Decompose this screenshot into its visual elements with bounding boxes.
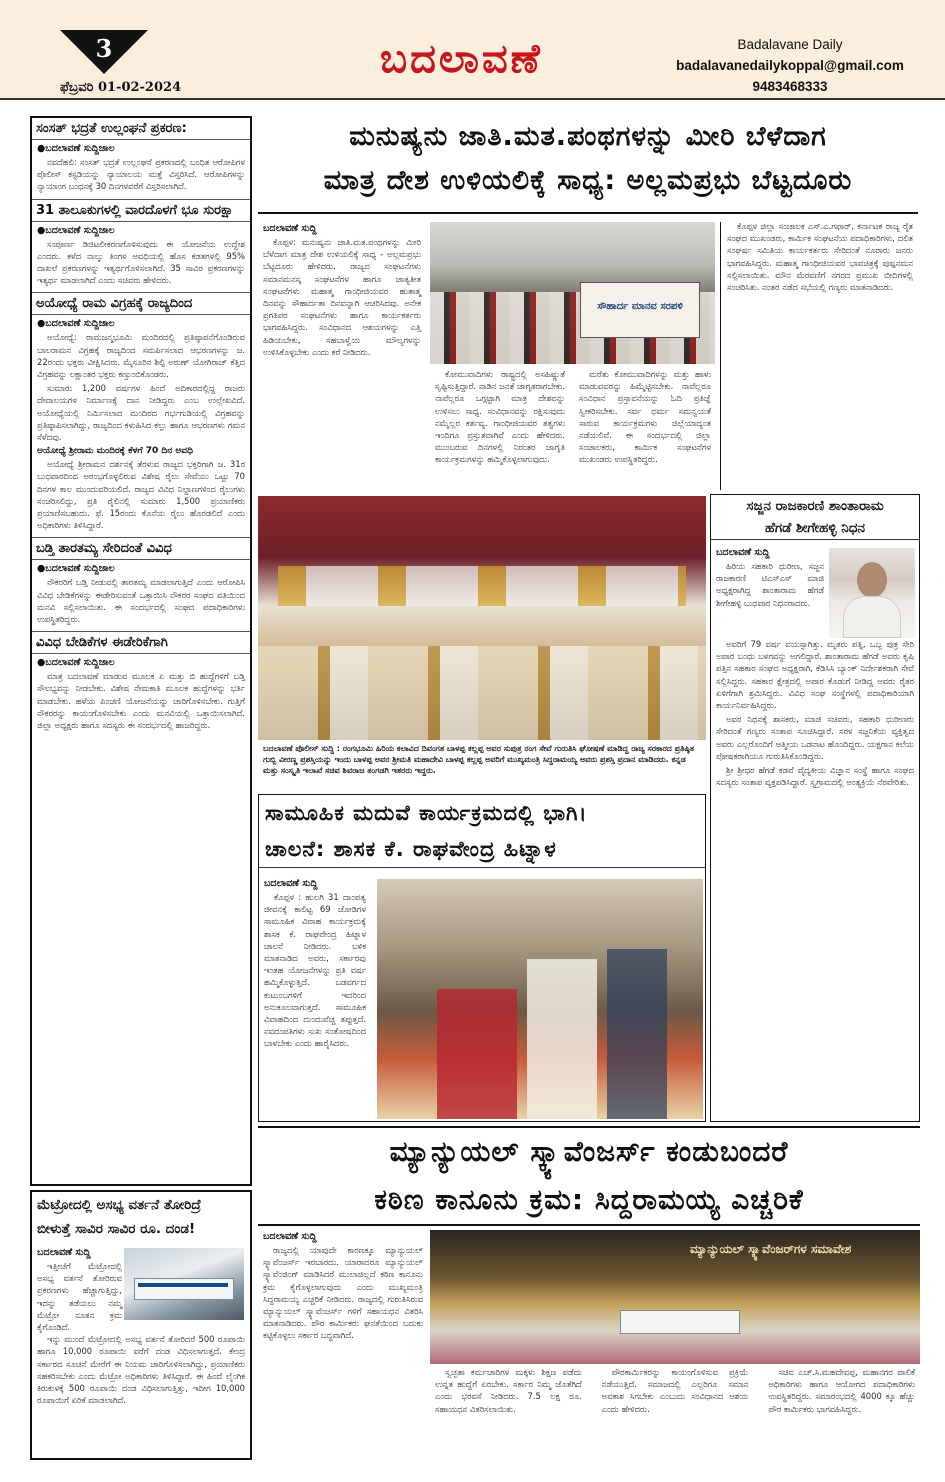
lead-col-3 [574,368,716,490]
wedding-headline-2: ಚಾಲನೆ: ಶಾಸಕ ಕೆ. ರಾಘವೇಂದ್ರ ಹಿಟ್ನಾಳ [259,831,705,868]
wedding-story [258,794,706,1122]
lead-headline-1: ಮನುಷ್ಯನು ಜಾತಿ.ಮತ.ಪಂಥಗಳನ್ನು ಮೀರಿ ಬೆಳೆದಾಗ [349,121,827,152]
contact-block [660,34,920,97]
metro-story [30,1190,252,1460]
story3-dateline: ●ಬದಲಾವಣೆ ಸುದ್ದಿಜಾಲ [37,318,115,330]
lead-col1-text: ಕೊಪ್ಪಳ: ಮನುಷ್ಯನು ಜಾತಿ.ಮತ.ಪಂಥಗಳನ್ನು ಮೀರಿ ಬೆಳೆದಾಗ ಮಾತ್ರ ದೇಶ ಉಳಿಯಲಿಕ್ಕೆ ಸಾಧ್ಯ - ಅಲ್ಲಮಪ್ರಭು ಬೆಟ್ಟದೂರು ಹೇಳಿದರು. ರಾಜ್ಯದ ಸಂಘಟನೆಗಳು ಸಮಾನಮನಸ್ಕ ಸಂಘಟನೆಗಳ ಹಾಗೂ ಜಾತ್ಯತೀತ ಸಂಘಟನೆಗಳು ಮಹಾತ್ಮ ಗಾಂಧೀಜಿಯವರ ಹುತಾತ್ಮ ದಿನವನ್ನು ಸೌಹಾರ್ದತಾ ದಿನವನ್ನಾಗಿ ಆಚರಿಸಿದವು. ಅನೇಕ ಪ್ರಗತಿಪರ ಸಂಘಟನೆಗಳು ಹಾಗೂ ಕಾರ್ಯಕರ್ತರು ಭಾಗವಹಿಸಿದ್ದರು. ಸಂವಿಧಾನದ ಆಶಯಗಳನ್ನು ಎತ್ತಿ ಹಿಡಿಯಬೇಕು, ಸಹಬಾಳ್ವೆಯ ಮೌಲ್ಯಗಳನ್ನು ಉಳಿಸಿಕೊಳ್ಳಬೇಕು ಎಂದು ಕರೆ ನೀಡಿದರು. [263,237,421,357]
scavenger-photo [430,1230,920,1364]
metro-body-1: ಇತ್ತೀಚೆಗೆ ಮೆಟ್ರೋದಲ್ಲಿ ಅಸಭ್ಯ ವರ್ತನೆ ತೋರಿರುವ ಪ್ರಕರಣಗಳು ಹೆಚ್ಚಾಗುತ್ತಿದ್ದು, ಇದನ್ನು ತಡೆಯಲು ನಮ್ಮ ಮೆಟ್ರೋ ನೂತನ ಕ್ರಮ ಕೈಗೊಂಡಿದೆ. [37,1261,122,1333]
story2-body: ಸಂಪೂರ್ಣ ಡಿಜಿಟಲೀಕರಣಗೊಳಿಸುವುದು ಈ ಯೋಜನೆಯ ಉದ್ದೇಶ ಎಂದರು. ಕಳೆದ ನಾಲ್ಕು ತಿಂಗಳ ಅವಧಿಯಲ್ಲಿ ಹೊಸ ಕಡತಗಳಲ್ಲಿ 95% ದಾಖಲೆ ಪ್ರಕರಣಗಳನ್ನು ಇತ್ಯರ್ಥಗೊಳಿಸಲಾಗಿದೆ. 35 ಸಾವಿರ ಪ್ರಕರಣಗಳನ್ನು ಇತ್ಯರ್ಥ ಮಾಡಲಾಗಿದೆ ಎಂದು ಸಚಿವರು ಹೇಳಿದರು. [37,238,245,286]
protest-photo [430,222,715,364]
story3-body3: ಅಯೋಧ್ಯೆ ಶ್ರೀರಾಮನ ದರ್ಶನಕ್ಕೆ ತೆರಳುವ ರಾಜ್ಯದ ಭಕ್ತರಿಗಾಗಿ ಜ. 31ರ ಬುಧವಾರದಿಂದ ಅರಂಭಗೊಳ್ಳಲಿರುವ ವಿಶೇಷ ರೈಲು ಸೇವೆಯು ಒಟ್ಟು 70 ದಿನಗಳ ಕಾಲ ಮುಂದುವರಿಯಲಿದೆ. ರಾಜ್ಯದ ವಿವಿಧ ನಿಲ್ದಾಣಗಳಿಂದ ರೈಲುಗಳು ಸಂಚರಿಸಲಿದ್ದು, ಪ್ರತಿ ರೈಲಿನಲ್ಲಿ ಸುಮಾರು 1,500 ಪ್ರಯಾಣಿಕರು ಪ್ರಯಾಣಿಸಬಹುದು. ಫೆ. 15ರಂದು ಕೊನೆಯ ರೈಲು ಹೊರಡಲಿದೆ ಎಂದು ಅಧಿಕಾರಿಗಳು ತಿಳಿಸಿದ್ದಾರೆ. [37,459,245,531]
story5-dateline: ●ಬದಲಾವಣೆ ಸುದ್ದಿಜಾಲ [37,657,115,669]
lead-dateline: ಬದಲಾವಣೆ ಸುದ್ದಿ [263,223,317,234]
story2-dateline: ●ಬದಲಾವಣೆ ಸುದ್ದಿಜಾಲ [37,224,115,236]
award-caption: ಬದಲಾವಣೆ ಪೊಲೀಸ್ ಸುದ್ದಿ : ರಂಗಭೂಮಿ ಹಿರಿಯ ಕಲಾವಿದ ದಿವಂಗತ ಬಾಳಪ್ಪ ಕಲ್ಲಪ್ಪ ಅವರ ಸುಪುತ್ರ ರಂಗ ಸೇವೆ ಗುರುತಿಸಿ ಘೋಷಣೆ ಮಾಡಿದ್ದ ರಾಜ್ಯ ಸರಕಾರದ ಪ್ರತಿಷ್ಠಿತ ಗುಬ್ಬಿ ವೀರಣ್ಣ ಪ್ರಶಸ್ತಿಯನ್ನು ಇಂದು ಬಾಳಪ್ಪ ಅವರ ಶ್ರೀಮತಿ ಮಹಾದೇವಿ ಬಾಳಪ್ಪ ಕಲ್ಲಪ್ಪ ಅವರಿಗೆ ಮುಖ್ಯಮಂತ್ರಿ ಸಿದ್ದರಾಮಯ್ಯ ಅವರು ಪ್ರಶಸ್ತಿ ಪ್ರದಾನ ಮಾಡಿದರು. ಕನ್ನಡ ಮತ್ತು ಸಂಸ್ಕೃತಿ ಇಲಾಖೆ ಸಚಿವ ಶಿವರಾಜ ತಂಗಡಗಿ ಇತರರು ಇದ್ದರು. [258,740,706,790]
left-column [30,116,252,1186]
story5-body: ಮಾತ್ರ ಬದಲಾವಣೆ ಮಾಡುವ ಮೂಲಕ ಏ ಮತ್ತು ಬಿ ಹುದ್ದೆಗಳಿಗೆ ಬಡ್ತಿ ಸೌಲಭ್ಯವನ್ನು ನೀಡಬೇಕು. ವಿಶೇಷ ನೇಮಕಾತಿ ಮೂಲಕ ಹುದ್ದೆಗಳನ್ನು ಭರ್ತಿ ಮಾಡಬೇಕು. ಹಳೆಯ ಪಿಂಚಣಿ ಯೋಜನೆಯನ್ನು ಜಾರಿಗೊಳಿಸಬೇಕು. ಗುತ್ತಿಗೆ ನೌಕರರನ್ನು ಕಾಯಂಗೊಳಿಸಬೇಕು ಎಂದು ಮನವಿಯಲ್ಲಿ ಒತ್ತಾಯಿಸಲಾಗಿದೆ. ಜಿಲ್ಲಾ ಅಧ್ಯಕ್ಷರು ಹಾಗೂ ಸದಸ್ಯರು ಈ ಸಂದರ್ಭದಲ್ಲಿ ಹಾಜರಿದ್ದರು. [37,671,245,731]
metro-headline-1: ಮೆಟ್ರೋದಲ್ಲಿ ಅಸಭ್ಯ ವರ್ತನೆ ತೋರಿದ್ರೆ [37,1197,202,1213]
scavenger-headline-2: ಕಠಿಣ ಕಾನೂನು ಕ್ರಮ: ಸಿದ್ದರಾಮಯ್ಯ ಎಚ್ಚರಿಕೆ [374,1183,804,1216]
page-number: 3 [95,34,113,63]
wedding-headline-1: ಸಾಮೂಹಿಕ ಮದುವೆ ಕಾರ್ಯಕ್ರಮದಲ್ಲಿ ಭಾಗಿ। [265,801,588,825]
obit-dateline: ಬದಲಾವಣೆ ಸುದ್ದಿ [716,547,770,558]
scavenger-bottom-3: ಸಚಿವ ಎಚ್.ಸಿ.ಮಹದೇವಪ್ಪ, ಮಹಾನಗರ ಪಾಲಿಕೆ ಅಧಿಕಾರಿಗಳು ಹಾಗೂ ಆಯೋಗದ ಪದಾಧಿಕಾರಿಗಳು ಉಪಸ್ಥಿತರಿದ್ದರು. ಸಮಾರಂಭದಲ್ಲಿ 4000 ಕ್ಕೂ ಹೆಚ್ಚು ಪೌರ ಕಾರ್ಮಿಕರು ಭಾಗವಹಿಸಿದ್ದರು. [768,1367,916,1414]
metro-photo [124,1248,244,1320]
metro-dateline: ಬದಲಾವಣೆ ಸುದ್ದಿ [37,1247,91,1258]
scavenger-dateline: ಬದಲಾವಣೆ ಸುದ್ದಿ [263,1231,317,1242]
scavenger-col-left [258,1228,428,1454]
award-photo [258,496,706,740]
story1-dateline: ●ಬದಲಾವಣೆ ಸುದ್ದಿಜಾಲ [37,143,115,154]
obit-headline-1: ಸಜ್ಜನ ರಾಜಕಾರಣಿ ಶಾಂತಾರಾಮ [746,498,884,514]
obit-body-1: ಅವರಿಗೆ 79 ವರ್ಷ ವಯಸ್ಸಾಗಿತ್ತು. ಮೃತರು ಪತ್ನಿ, ಒಬ್ಬ ಪುತ್ರ ಸೇರಿ ಅಪಾರ ಬಂಧು ಬಳಗವನ್ನು ಅಗಲಿದ್ದಾರೆ. ಶಾಂತಾರಾಮ ಹೆಗಡೆ ಅವರು ಕೃಷಿ ಪತ್ತಿನ ಸಹಕಾರ ಸಂಘದ ಅಧ್ಯಕ್ಷರಾಗಿ, ಕೆಡಿಸಿಸಿ ಬ್ಯಾಂಕ್ ನಿರ್ದೇಶಕರಾಗಿ ಸೇವೆ ಸಲ್ಲಿಸಿದ್ದರು. ಸಹಕಾರ ಕ್ಷೇತ್ರದಲ್ಲಿ ಅಪಾರ ಕೊಡುಗೆ ನೀಡಿದ್ದ ಅವರು ರೈತರ ಏಳಿಗೆಗಾಗಿ ಶ್ರಮಿಸಿದ್ದರು. ವಿವಿಧ ಸಂಘ ಸಂಸ್ಥೆಗಳಲ್ಲಿ ಪದಾಧಿಕಾರಿಯಾಗಿ ಕಾರ್ಯನಿರ್ವಹಿಸಿದ್ದರು. [716,639,914,711]
scavenger-body-left: ರಾಜ್ಯದಲ್ಲಿ ಯಾವುದೇ ಕಾರಣಕ್ಕೂ ಮ್ಯಾನ್ಯುಯಲ್ ಸ್ಕ್ಯಾವೆಂಜರ್ಸ್ ಇರಬಾರದು. ಯಾರಾದರೂ ಮ್ಯಾನ್ಯುಯಲ್ ಸ್ಕ್ಯಾವೆಂಜಿಂಗ್ ಮಾಡಿಸಿದರೆ ಮುಲಾಜಿಲ್ಲದೆ ಕಠಿಣ ಕಾನೂನು ಕ್ರಮ ಕೈಗೊಳ್ಳಲಾಗುವುದು ಎಂದು ಮುಖ್ಯಮಂತ್ರಿ ಸಿದ್ದರಾಮಯ್ಯ ಎಚ್ಚರಿಕೆ ನೀಡಿದರು. ರಾಜ್ಯದಲ್ಲಿ ಗುರುತಿಸಿರುವ ಮ್ಯಾನ್ಯುಯಲ್ ಸ್ಕ್ಯಾವೆಂಜರ್ಸ್ ಗಳಿಗೆ ಸಹಾಯಧನ ವಿತರಿಸಿ ಮಾತನಾಡಿದರು. ಪೌರ ಕಾರ್ಮಿಕರು ಘನತೆಯಿಂದ ಬದುಕು ಕಟ್ಟಿಕೊಳ್ಳಲು ಸರ್ಕಾರ ಬದ್ಧವಾಗಿದೆ. [263,1245,423,1341]
story4-dateline: ●ಬದಲಾವಣೆ ಸುದ್ದಿಜಾಲ [37,563,115,575]
lead-col-4 [722,220,918,490]
email: badalavanedailykoppal@gmail.com [676,58,904,73]
obit-body-3: ಶ್ರೀ ಶ್ರೀಧರ ಹೆಗಡೆ ಕಡವೆ ವೈದ್ಯಕೀಯ ವಿಜ್ಞಾನ ಸಂಸ್ಥೆ ಹಾಗೂ ಸಂಘದ ಸದಸ್ಯರು ಸಂತಾಪ ವ್ಯಕ್ತಪಡಿಸಿದ್ದಾರೆ. ಸ್ವಗ್ರಾಮದಲ್ಲಿ ಅಂತ್ಯಕ್ರಿಯೆ ನೆರವೇರಿತು. [716,765,914,788]
story3-subhead: ಅಯೋಧ್ಯೆ ಶ್ರೀರಾಮ ಮಂದಿರಕ್ಕೆ ಕೆಳಗೆ 70 ದಿನ ಅವಧಿ [37,446,193,457]
stage-banner: ಮ್ಯಾನ್ಯುಯಲ್ ಸ್ಕ್ಯಾವೆಂಜರ್‌ಗಳ ಸಮಾವೇಶ [690,1242,852,1256]
scavenger-headline-1: ಮ್ಯಾನ್ಯುಯಲ್ ಸ್ಕ್ಯಾವೆಂಜರ್ಸ್ ಕಂಡುಬಂದರೆ [389,1135,789,1168]
obit-body-2: ಅವರ ನಿಧನಕ್ಕೆ ಶಾಸಕರು, ಮಾಜಿ ಸಚಿವರು, ಸಹಕಾರಿ ಧುರೀಣರು ಸೇರಿದಂತೆ ಗಣ್ಯರು ಸಂತಾಪ ಸೂಚಿಸಿದ್ದಾರೆ. ಸರಳ ಸಜ್ಜನಿಕೆಯ ವ್ಯಕ್ತಿತ್ವದ ಅವರು ಎಲ್ಲರೊಂದಿಗೆ ಆತ್ಮೀಯ ಒಡನಾಟ ಹೊಂದಿದ್ದರು. ಯಕ್ಷಗಾನ ಕಲೆಯ ಪೋಷಕರಾಗಿಯೂ ಗುರುತಿಸಿಕೊಂಡಿದ್ದರು. [716,714,914,761]
story3-title: ಅಯೋಧ್ಯೆ ರಾಮ ವಿಗ್ರಹಕ್ಕೆ ರಾಜ್ಯದಿಂದ [32,292,250,315]
wedding-photo [377,879,703,1119]
masthead [0,0,945,100]
wedding-body: ಕೊಪ್ಪಳ : ಹುಲಗಿ 31 ದಾಂಪತ್ಯ ಜೀವನಕ್ಕೆ ಕಾಲಿಟ್ಟ 69 ಜೋಡಿಗಳ ಸಾಮೂಹಿಕ ವಿವಾಹ ಕಾರ್ಯಕ್ರಮಕ್ಕೆ ಶಾಸಕ ಕೆ. ರಾಘವೇಂದ್ರ ಹಿಟ್ನಾಳ ಚಾಲನೆ ನೀಡಿದರು. ಬಳಿಕ ಮಾತನಾಡಿದ ಅವರು, ಸರ್ಕಾರವು ಇಂತಹ ಯೋಜನೆಗಳನ್ನು ಪ್ರತಿ ವರ್ಷ ಹಮ್ಮಿಕೊಳ್ಳುತ್ತಿದೆ. ಬಡವರ್ಗದ ಕುಟುಂಬಗಳಿಗೆ ಇದರಿಂದ ಅನುಕೂಲವಾಗುತ್ತದೆ. ಸಾಮೂಹಿಕ ವಿವಾಹದಿಂದ ದುಂದುವೆಚ್ಚ ತಪ್ಪುತ್ತದೆ. ನವದಂಪತಿಗಳು ಸುಖ ಸಂತೋಷದಿಂದ ಬಾಳಬೇಕು ಎಂದು ಹಾರೈಸಿದರು. [264,892,366,1049]
obit-portrait [829,548,915,638]
story1-title: ಸಂಸತ್ ಭದ್ರತೆ ಉಲ್ಲಂಘನೆ ಪ್ರಕರಣ: [32,118,250,140]
story4-body: ನೌಕರರಿಗೆ ಬಡ್ತಿ ನೀಡುವಲ್ಲಿ ತಾರತಮ್ಯ ಮಾಡಲಾಗುತ್ತಿದೆ ಎಂದು ಆರೋಪಿಸಿ ವಿವಿಧ ಬೇಡಿಕೆಗಳನ್ನು ಈಡೇರಿಸುವಂತೆ ಒತ್ತಾಯಿಸಿ ನೌಕರರ ಸಂಘದ ವತಿಯಿಂದ ಮನವಿ ಸಲ್ಲಿಸಲಾಯಿತು. ಈ ಸಂದರ್ಭದಲ್ಲಿ ಸಂಘದ ಪದಾಧಿಕಾರಿಗಳು ಉಪಸ್ಥಿತರಿದ್ದರು. [37,577,245,625]
scavenger-headline [258,1126,920,1226]
story4-title: ಬಡ್ತಿ ತಾರತಮ್ಯ ಸೇರಿದಂತೆ ವಿವಿಧ [32,537,250,560]
issue-date: ಫೆಬ್ರವರಿ 01-02-2024 [60,80,182,95]
protest-banner: ಸೌಹಾರ್ದ ಮಾನವ ಸರಪಳಿ [580,282,700,338]
lead-col-2 [430,368,570,490]
lead-col-1 [258,220,426,490]
paper-name: ಬದಲಾವಣೆ [380,36,543,82]
story3-body1: ಅಯೋಧ್ಯೆ: ರಾಮಜನ್ಮಭೂಮಿ ಮಂದಿರದಲ್ಲಿ ಪ್ರತಿಷ್ಠಾಪನೆಗೊಂಡಿರುವ ಬಾಲರಾಮನ ವಿಗ್ರಹಕ್ಕೆ ರಾಜ್ಯದಿಂದ ಸಮರ್ಪಿಸಲಾದ ಆಭರಣಗಳನ್ನು ಜ. 22ರಂದು ಭಕ್ತರು ವೀಕ್ಷಿಸಿದರು. ಮೈಸೂರಿನ ಶಿಲ್ಪಿ ಅರುಣ್ ಯೋಗಿರಾಜ್ ಕೆತ್ತಿದ ವಿಗ್ರಹವನ್ನು ಲಕ್ಷಾಂತರ ಭಕ್ತರು ಕಣ್ತುಂಬಿಕೊಂಡರು. [37,332,245,380]
obit-intro: ಹಿರಿಯ ಸಹಕಾರಿ ಧುರೀಣ, ಸಜ್ಜನ ರಾಜಕಾರಣಿ ಟಿಎಸ್ಎಸ್ ಮಾಜಿ ಅಧ್ಯಕ್ಷರಾಗಿದ್ದ ಶಾಂತಾರಾಮ ಹೆಗಡೆ ಶೀಗೇಹಳ್ಳಿ ಬುಧವಾರ ನಿಧನರಾದರು. [716,561,824,608]
story5-title: ವಿವಿಧ ಬೇಡಿಕೆಗಳ ಈಡೇರಿಕೆಗಾಗಿ [32,631,250,654]
metro-body-2: ಇನ್ನು ಮುಂದೆ ಮೆಟ್ರೋದಲ್ಲಿ ಅಸಭ್ಯ ವರ್ತನೆ ತೋರಿದರೆ 500 ರೂಪಾಯಿ ಹಾಗೂ 10,000 ರೂಪಾಯಿ ವರೆಗೆ ದಂಡ ವಿಧಿಸಲಾಗುತ್ತದೆ. ಕೇಂದ್ರ ಸರ್ಕಾರದ ಸೂಚನೆ ಮೇರೆಗೆ ಈ ನಿಯಮ ಜಾರಿಗೊಳಿಸಲಾಗಿದ್ದು, ಪ್ರಯಾಣಿಕರು ಸಹಕರಿಸಬೇಕು ಎಂದು ಮೆಟ್ರೋ ಅಧಿಕಾರಿಗಳು ತಿಳಿಸಿದ್ದಾರೆ. ಈ ಹಿಂದೆ ಲೈಂಗಿಕ ಕಿರುಕುಳಕ್ಕೆ 500 ರೂಪಾಯಿ ದಂಡ ವಿಧಿಸಲಾಗುತ್ತಿತ್ತು, ಇದೀಗ 10,000 ರೂಪಾಯಿಗೆ ಏರಿಕೆ ಮಾಡಲಾಗಿದೆ. [37,1334,245,1406]
lead-col4-text: ಕೊಪ್ಪಳ ಜಿಲ್ಲಾ ಸಂಚಾಲಕ ಎಸ್.ಎ.ಗಫಾರ್, ಕರ್ನಾಟಕ ರಾಜ್ಯ ರೈತ ಸಂಘದ ಮುಖಂಡರು, ಕಾರ್ಮಿಕ ಸಂಘಟನೆಯ ಪದಾಧಿಕಾರಿಗಳು, ದಲಿತ ಸಂಘರ್ಷ ಸಮಿತಿಯ ಕಾರ್ಯಕರ್ತರು ಸೇರಿದಂತೆ ನೂರಾರು ಜನರು ಭಾಗವಹಿಸಿದ್ದರು. ಮಹಾತ್ಮ ಗಾಂಧೀಜಿಯವರ ಭಾವಚಿತ್ರಕ್ಕೆ ಪುಷ್ಪನಮನ ಸಲ್ಲಿಸಲಾಯಿತು. ಮೌನ ಮೆರವಣಿಗೆ ನಗರದ ಪ್ರಮುಖ ಬೀದಿಗಳಲ್ಲಿ ಸಂಚರಿಸಿತು. ನಂತರ ನಡೆದ ಸಭೆಯಲ್ಲಿ ಗಣ್ಯರು ಮಾತನಾಡಿದರು. [727,221,913,293]
lead-rule [720,222,721,490]
english-name: Badalavane Daily [737,37,843,52]
scavenger-bottom-2: ಪೌರಕಾರ್ಮಿಕರನ್ನು ಕಾಯಂಗೊಳಿಸುವ ಪ್ರಕ್ರಿಯೆ ನಡೆಯುತ್ತಿದೆ. ಸಮಾಜದಲ್ಲಿ ಎಲ್ಲರಿಗೂ ಸಮಾನ ಅವಕಾಶ ಸಿಗಬೇಕು ಎಂಬುದು ಸಂವಿಧಾನದ ಆಶಯ ಎಂದು ಹೇಳಿದರು. [601,1367,749,1414]
lead-col3-text: ಮರೆತು ಕೋಮುವಾದಿಗಳನ್ನು ಮತ್ತು ಹಾಳು ಮಾಡುವವರನ್ನು ಹಿಮ್ಮೆಟ್ಟಿಸಬೇಕು. ನಾವೆಲ್ಲರೂ ಸಂವಿಧಾನ ಪ್ರಸ್ತಾವನೆಯನ್ನು ಓದಿ ಪ್ರತಿಜ್ಞೆ ಸ್ವೀಕರಿಸಬೇಕು. ಸರ್ವ ಧರ್ಮ ಸಮನ್ವಯತೆ ಸಾರುವ ಕಾರ್ಯಕ್ರಮಗಳು ಜಿಲ್ಲೆಯಾದ್ಯಂತ ನಡೆಯಲಿವೆ. ಈ ಸಂದರ್ಭದಲ್ಲಿ ಜಿಲ್ಲಾ ಸಂಚಾಲಕರು, ಕಾರ್ಮಿಕ ಸಂಘಟನೆಗಳ ಮುಖಂಡರು ಉಪಸ್ಥಿತರಿದ್ದರು. [579,369,711,465]
story1-body: ನವದೆಹಲಿ: ಸಂಸತ್ ಭದ್ರತೆ ಉಲ್ಲಂಘನೆ ಪ್ರಕರಣದಲ್ಲಿ ಬಂಧಿತ ಆರೋಪಿಗಳ ಪೊಲೀಸ್ ಕಸ್ಟಡಿಯನ್ನು ನ್ಯಾಯಾಲಯ ಮತ್ತೆ ವಿಸ್ತರಿಸಿದೆ. ಆರೋಪಿಗಳನ್ನು ನ್ಯಾಯಾಂಗ ಬಂಧನಕ್ಕೆ 30 ದಿನಗಳವರೆಗೆ ವಿಸ್ತರಿಸಲಾಗಿದೆ. [37,157,245,192]
obit-headline-2: ಹೆಗಡೆ ಶೀಗೇಹಳ್ಳಿ ನಿಧನ [711,517,919,540]
metro-headline-2: ಬೀಳುತ್ತೆ ಸಾವಿರ ಸಾವಿರ ರೂ. ದಂಡ! [37,1221,196,1237]
wedding-dateline: ಬದಲಾವಣೆ ಸುದ್ದಿ [264,878,318,889]
story3-body2: ಸುಮಾರು 1,200 ವರ್ಷಗಳ ಹಿಂದೆ ಅದಿಕಾರದಲ್ಲಿದ್ದ ರಾಜರು ದೇವಾಲಯಗಳ ನಿರ್ಮಾಣಕ್ಕೆ ದಾನ ನೀಡಿದ್ದರು ಎಂಬ ಉಲ್ಲೇಖವಿದೆ. ಅಯೋಧ್ಯೆಯಲ್ಲಿ ನಿರ್ಮಿಸಲಾದ ಮಂದಿರದ ಗರ್ಭಗುಡಿಯಲ್ಲಿ ವಿಗ್ರಹವನ್ನು ಪ್ರತಿಷ್ಠಾಪಿಸಲಾಗಿದ್ದು, ರಾಜ್ಯದಿಂದ ಕಳುಹಿಸಿದ ಕಲ್ಲು ಹಾಗೂ ಆಭರಣಗಳು ಗಮನ ಸೆಳೆದವು. [37,383,245,443]
obituary [710,494,920,1122]
scavenger-bottom-columns [430,1366,920,1456]
scavenger-bottom-1: ಸ್ವಚ್ಛತಾ ಕರ್ಮಚಾರಿಗಳ ಮಕ್ಕಳು ಶಿಕ್ಷಣ ಪಡೆದು ಉನ್ನತ ಹುದ್ದೆಗೆ ಏರಬೇಕು. ಸರ್ಕಾರ ನಿಮ್ಮ ಜೊತೆಗಿದೆ ಎಂದು ಭರವಸೆ ನೀಡಿದರು. 7.5 ಲಕ್ಷ ರೂ. ಸಹಾಯಧನ ವಿತರಿಸಲಾಯಿತು. [435,1367,582,1414]
lead-col2-text: ಕೋಮುವಾದಿಗಳು ರಾಷ್ಟ್ರದಲ್ಲಿ ಅಸಹಿಷ್ಣುತೆ ಸೃಷ್ಟಿಸುತ್ತಿದ್ದಾರೆ. ನಾಡಿನ ಜನತೆ ಜಾಗೃತರಾಗಬೇಕು. ನಾವೆಲ್ಲರೂ ಒಗ್ಗಟ್ಟಾಗಿ ಮಾತ್ರ ದೇಶವನ್ನು ಉಳಿಸಲು ಸಾಧ್ಯ. ಸಂವಿಧಾನವನ್ನು ರಕ್ಷಿಸುವುದು ನಮ್ಮೆಲ್ಲರ ಕರ್ತವ್ಯ. ಗಾಂಧೀಜಿಯವರ ತತ್ವಗಳು ಇಂದಿಗೂ ಪ್ರಸ್ತುತವಾಗಿವೆ ಎಂದು ಹೇಳಿದರು. ಮುಂಬರುವ ದಿನಗಳಲ್ಲಿ ನಿರಂತರ ಜಾಗೃತಿ ಕಾರ್ಯಕ್ರಮಗಳನ್ನು ಹಮ್ಮಿಕೊಳ್ಳಲಾಗುವುದು. [435,369,565,465]
lead-headline-2: ಮಾತ್ರ ದೇಶ ಉಳಿಯಲಿಕ್ಕೆ ಸಾಧ್ಯ: ಅಲ್ಲಮಪ್ರಭು ಬೆಟ್ಟದೂರು [323,165,853,196]
lead-headline [258,116,918,214]
phone: 9483468333 [752,79,828,94]
story2-title: 31 ತಾಲೂಕುಗಳಲ್ಲಿ ವಾರದೊಳಗೆ ಭೂ ಸುರಕ್ಷಾ [32,199,250,222]
